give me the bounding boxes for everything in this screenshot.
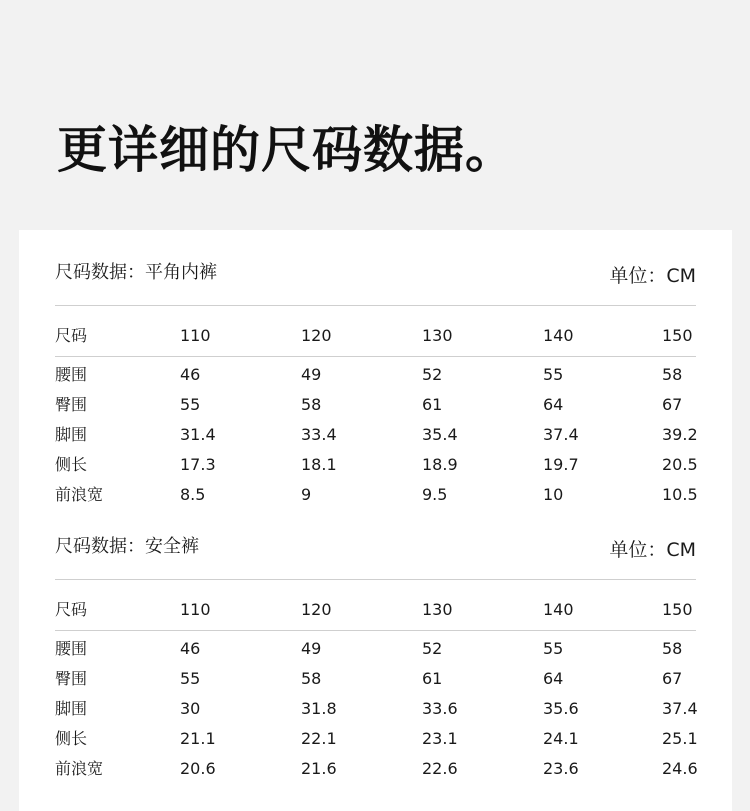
table-cell: 23.1	[422, 729, 458, 748]
table-cell: 18.9	[422, 455, 458, 474]
table-cell: 67	[662, 669, 683, 688]
table-cell: 17.3	[180, 455, 216, 474]
column-header: 120	[301, 326, 332, 345]
size-table-boxer	[55, 230, 696, 510]
table-cell: 25.1	[662, 729, 698, 748]
table-cell: 10	[543, 485, 564, 504]
table-cell: 20.5	[662, 455, 698, 474]
table-cell: 8.5	[180, 485, 206, 504]
table-cell: 49	[301, 365, 322, 384]
table-cell: 31.4	[180, 425, 216, 444]
page-heading: 更详细的尺码数据。	[57, 121, 516, 179]
size-chart-card	[19, 230, 732, 811]
table-cell: 24.6	[662, 759, 698, 778]
table-cell: 46	[180, 639, 201, 658]
row-label: 脚围	[55, 425, 88, 444]
table-row	[55, 754, 696, 784]
table-cell: 61	[422, 669, 443, 688]
table-cell: 9	[301, 485, 312, 504]
table-cell: 19.7	[543, 455, 579, 474]
table-cell: 20.6	[180, 759, 216, 778]
table-cell: 9.5	[422, 485, 448, 504]
table-cell: 33.6	[422, 699, 458, 718]
row-label: 前浪宽	[55, 759, 104, 778]
row-label: 侧长	[55, 455, 88, 474]
table-row	[55, 390, 696, 420]
table-header-bar	[55, 230, 696, 306]
table-cell: 35.4	[422, 425, 458, 444]
column-header: 150	[662, 326, 693, 345]
table-cell: 10.5	[662, 485, 698, 504]
column-header: 130	[422, 326, 453, 345]
table-cell: 24.1	[543, 729, 579, 748]
table-header-bar	[55, 504, 696, 580]
table-cell: 22.1	[301, 729, 337, 748]
column-header: 130	[422, 600, 453, 619]
row-label: 臀围	[55, 395, 88, 414]
table-cell: 21.6	[301, 759, 337, 778]
table-cell: 18.1	[301, 455, 337, 474]
column-header: 140	[543, 600, 574, 619]
table-row	[55, 664, 696, 694]
table-cell: 49	[301, 639, 322, 658]
table-row	[55, 634, 696, 664]
table-cell: 52	[422, 365, 443, 384]
table-cell: 55	[543, 365, 564, 384]
table-title: 尺码数据：安全裤	[55, 536, 199, 557]
table-title: 尺码数据：平角内裤	[55, 262, 217, 283]
table-cell: 64	[543, 669, 564, 688]
row-label: 臀围	[55, 669, 88, 688]
column-header: 110	[180, 600, 211, 619]
unit-label: 单位：CM	[609, 265, 696, 287]
column-header: 尺码	[55, 600, 88, 619]
table-cell: 46	[180, 365, 201, 384]
table-cell: 30	[180, 699, 201, 718]
table-cell: 67	[662, 395, 683, 414]
row-label: 脚围	[55, 699, 88, 718]
table-cell: 55	[180, 669, 201, 688]
column-header: 尺码	[55, 326, 88, 345]
table-cell: 55	[543, 639, 564, 658]
table-cell: 64	[543, 395, 564, 414]
row-label: 腰围	[55, 639, 88, 658]
table-cell: 33.4	[301, 425, 337, 444]
column-header: 140	[543, 326, 574, 345]
table-cell: 22.6	[422, 759, 458, 778]
unit-label: 单位：CM	[609, 539, 696, 561]
column-header-row	[55, 306, 696, 357]
table-cell: 58	[301, 395, 322, 414]
table-row	[55, 450, 696, 480]
table-cell: 58	[662, 365, 683, 384]
table-row	[55, 694, 696, 724]
column-header: 150	[662, 600, 693, 619]
table-cell: 58	[662, 639, 683, 658]
column-header-row	[55, 580, 696, 631]
table-cell: 31.8	[301, 699, 337, 718]
table-cell: 21.1	[180, 729, 216, 748]
column-header: 110	[180, 326, 211, 345]
table-cell: 37.4	[662, 699, 698, 718]
table-cell: 52	[422, 639, 443, 658]
table-cell: 23.6	[543, 759, 579, 778]
table-cell: 58	[301, 669, 322, 688]
table-cell: 55	[180, 395, 201, 414]
row-label: 腰围	[55, 365, 88, 384]
row-label: 前浪宽	[55, 485, 104, 504]
table-cell: 39.2	[662, 425, 698, 444]
size-table-safety-shorts	[55, 504, 696, 784]
table-cell: 35.6	[543, 699, 579, 718]
table-row	[55, 420, 696, 450]
table-row	[55, 360, 696, 390]
table-cell: 37.4	[543, 425, 579, 444]
table-cell: 61	[422, 395, 443, 414]
column-header: 120	[301, 600, 332, 619]
table-row	[55, 724, 696, 754]
row-label: 侧长	[55, 729, 88, 748]
